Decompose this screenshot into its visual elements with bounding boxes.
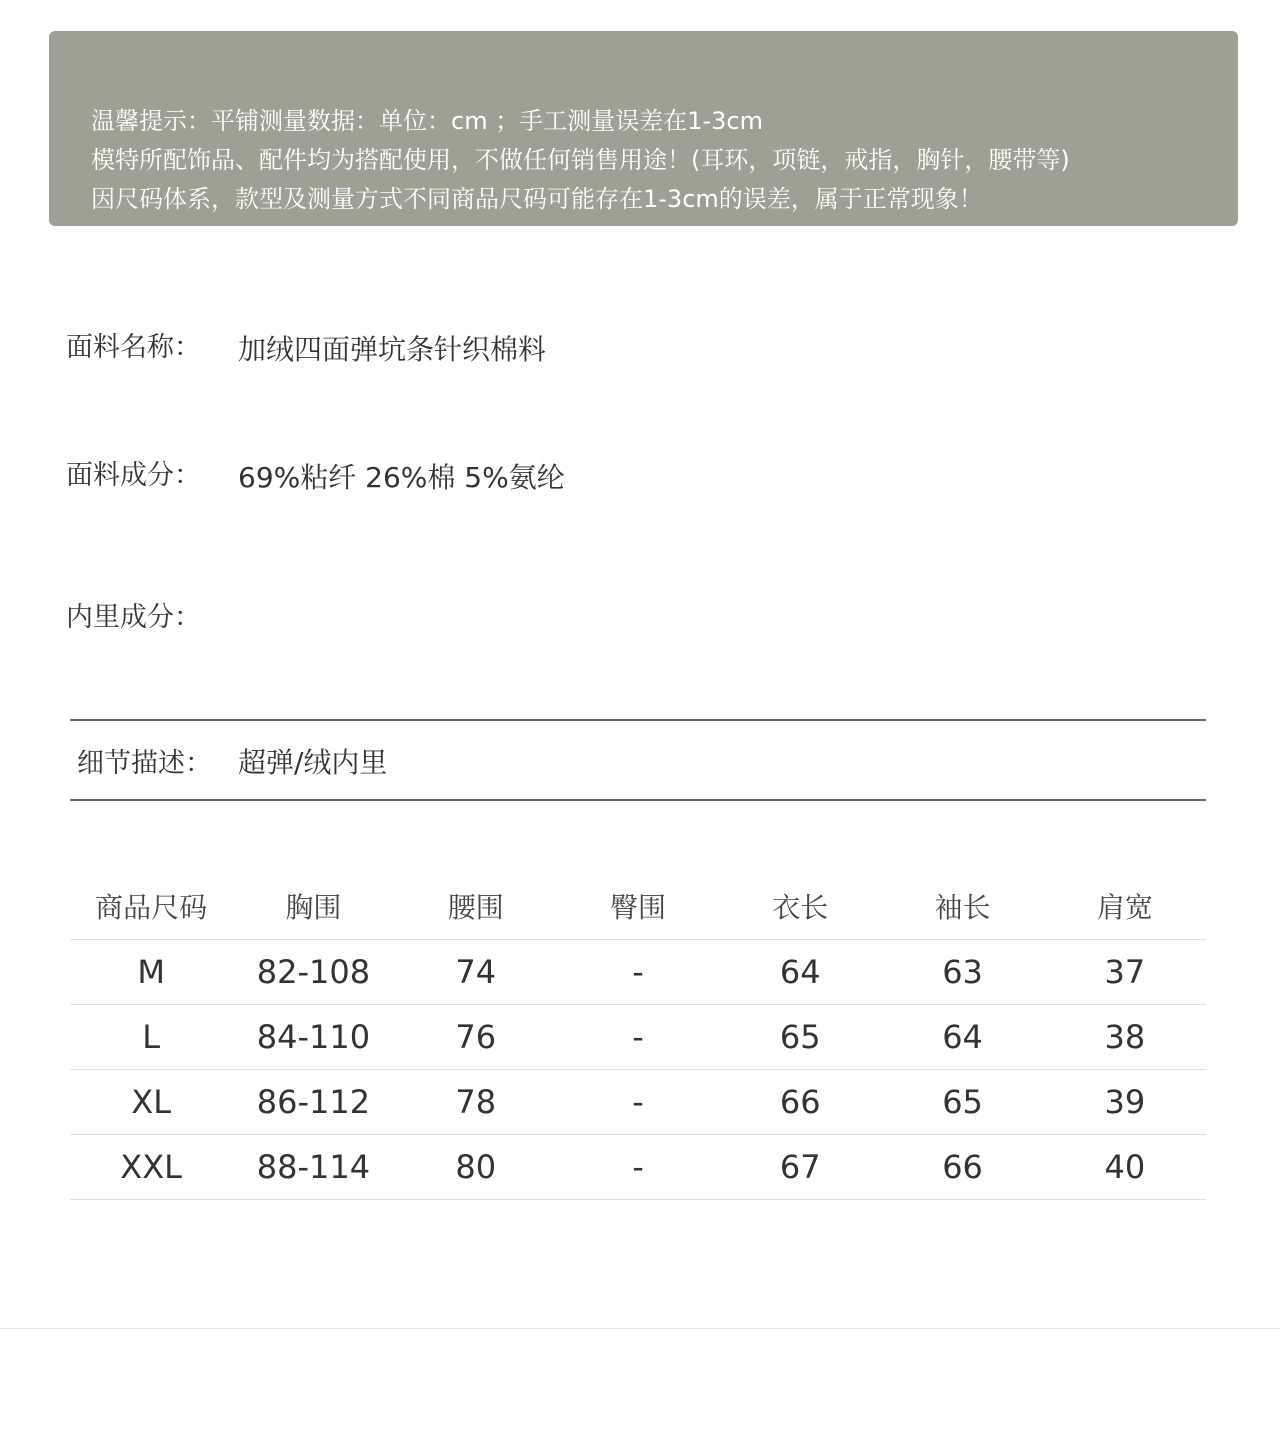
cell-bust: 88-114 — [232, 1135, 394, 1200]
cell-shoulder: 40 — [1044, 1135, 1206, 1200]
header-waist: 腰围 — [395, 873, 557, 940]
detail-bottom-divider — [70, 799, 1206, 801]
cell-length: 65 — [719, 1005, 881, 1070]
header-bust: 胸围 — [232, 873, 394, 940]
cell-waist: 76 — [395, 1005, 557, 1070]
notice-line-size-error: 因尺码体系，款型及测量方式不同商品尺码可能存在1-3cm的误差，属于正常现象！ — [91, 185, 983, 213]
cell-sleeve: 63 — [881, 940, 1043, 1005]
cell-size: M — [70, 940, 232, 1005]
cell-size: L — [70, 1005, 232, 1070]
notice-line-accessories: 模特所配饰品、配件均为搭配使用，不做任何销售用途！(耳环，项链，戒指，胸针，腰带等) — [91, 146, 1070, 174]
fabric-composition-label: 面料成分： — [66, 460, 201, 491]
table-row — [70, 1135, 1206, 1200]
detail-label: 细节描述： — [77, 748, 212, 779]
cell-waist: 74 — [395, 940, 557, 1005]
cell-waist: 80 — [395, 1135, 557, 1200]
cell-shoulder: 37 — [1044, 940, 1206, 1005]
table-row — [70, 1005, 1206, 1070]
cell-hip: - — [557, 1005, 719, 1070]
header-hip: 臀围 — [557, 873, 719, 940]
cell-hip: - — [557, 1070, 719, 1135]
fabric-composition-value: 69%粘纤 26%棉 5%氨纶 — [238, 461, 565, 494]
size-table-header-row — [70, 873, 1206, 940]
cell-bust: 86-112 — [232, 1070, 394, 1135]
detail-top-divider — [70, 719, 1206, 721]
cell-hip: - — [557, 1135, 719, 1200]
cell-waist: 78 — [395, 1070, 557, 1135]
cell-bust: 82-108 — [232, 940, 394, 1005]
cell-sleeve: 65 — [881, 1070, 1043, 1135]
notice-box — [49, 31, 1238, 226]
fabric-name-value: 加绒四面弹坑条针织棉料 — [238, 333, 547, 366]
cell-bust: 84-110 — [232, 1005, 394, 1070]
cell-hip: - — [557, 940, 719, 1005]
cell-sleeve: 66 — [881, 1135, 1043, 1200]
cell-shoulder: 39 — [1044, 1070, 1206, 1135]
cell-shoulder: 38 — [1044, 1005, 1206, 1070]
detail-value: 超弹/绒内里 — [238, 746, 388, 779]
notice-line-measurement: 温馨提示：平铺测量数据：单位：cm ；手工测量误差在1-3cm — [91, 107, 763, 135]
header-size: 商品尺码 — [70, 873, 232, 940]
cell-length: 66 — [719, 1070, 881, 1135]
cell-length: 67 — [719, 1135, 881, 1200]
cell-length: 64 — [719, 940, 881, 1005]
lining-composition-label: 内里成分： — [66, 602, 201, 633]
fabric-name-label: 面料名称： — [66, 332, 201, 363]
cell-sleeve: 64 — [881, 1005, 1043, 1070]
cell-size: XL — [70, 1070, 232, 1135]
table-row — [70, 940, 1206, 1005]
header-shoulder: 肩宽 — [1044, 873, 1206, 940]
size-table — [70, 873, 1206, 1200]
cell-size: XXL — [70, 1135, 232, 1200]
header-sleeve: 袖长 — [881, 873, 1043, 940]
header-length: 衣长 — [719, 873, 881, 940]
footer-divider — [0, 1328, 1280, 1329]
table-row — [70, 1070, 1206, 1135]
